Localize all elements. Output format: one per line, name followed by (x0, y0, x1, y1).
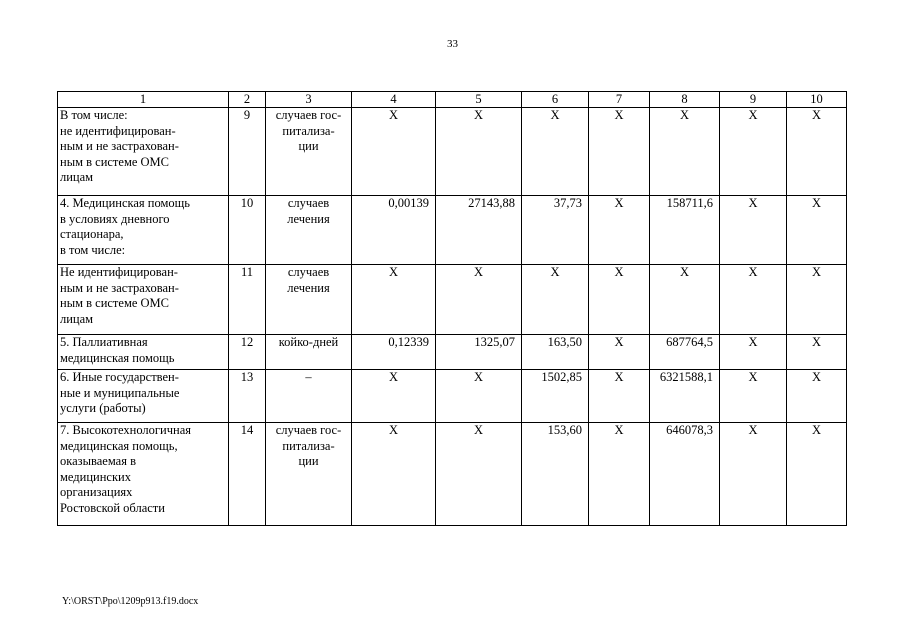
table-cell: Х (589, 370, 650, 423)
table-cell: Х (589, 196, 650, 265)
table-cell: 163,50 (522, 335, 589, 370)
table-cell: Х (589, 335, 650, 370)
table-cell: Х (650, 265, 720, 335)
table-cell: Х (352, 423, 436, 526)
table-cell: Х (522, 265, 589, 335)
table-cell: 5. Паллиативная медицинская помощь (58, 335, 229, 370)
table-cell: Х (436, 265, 522, 335)
column-header-7: 7 (589, 92, 650, 108)
file-path-footer: Y:\ORST\Ppo\1209p913.f19.docx (62, 596, 199, 607)
table-row (58, 196, 847, 265)
table-cell: Х (787, 335, 847, 370)
table-cell: Х (436, 423, 522, 526)
table-cell: 0,00139 (352, 196, 436, 265)
table-cell: случаев гос- питализа- ции (266, 423, 352, 526)
table-cell: 158711,6 (650, 196, 720, 265)
table-cell: 1325,07 (436, 335, 522, 370)
table-cell: Х (522, 108, 589, 196)
column-header-9: 9 (720, 92, 787, 108)
table-cell: Х (720, 335, 787, 370)
table-cell: 37,73 (522, 196, 589, 265)
table-cell: Х (589, 265, 650, 335)
table-cell: Х (650, 108, 720, 196)
table-cell: Х (787, 265, 847, 335)
table-cell: Х (436, 370, 522, 423)
table-cell: В том числе: не идентифицирован- ным и не застрахован- ным в системе ОМС лицам (58, 108, 229, 196)
table-cell: случаев лечения (266, 196, 352, 265)
table-row (58, 370, 847, 423)
column-header-6: 6 (522, 92, 589, 108)
table-cell: 9 (229, 108, 266, 196)
table-cell: 11 (229, 265, 266, 335)
table-cell: 27143,88 (436, 196, 522, 265)
table-cell: 14 (229, 423, 266, 526)
data-table (57, 91, 847, 526)
table-cell: Х (720, 196, 787, 265)
table-row (58, 265, 847, 335)
table-cell: Х (352, 265, 436, 335)
table-cell: Х (589, 108, 650, 196)
table-cell: 12 (229, 335, 266, 370)
table-cell: Х (787, 423, 847, 526)
table-cell: 153,60 (522, 423, 589, 526)
table-cell: 0,12339 (352, 335, 436, 370)
table-cell: Х (787, 370, 847, 423)
table-cell: Х (720, 423, 787, 526)
table-cell: 13 (229, 370, 266, 423)
table-cell: койко-дней (266, 335, 352, 370)
table-cell: случаев гос- питализа- ции (266, 108, 352, 196)
table-row (58, 335, 847, 370)
table-row (58, 108, 847, 196)
column-header-5: 5 (436, 92, 522, 108)
column-header-3: 3 (266, 92, 352, 108)
column-header-10: 10 (787, 92, 847, 108)
page-number: 33 (447, 38, 458, 50)
table-cell: – (266, 370, 352, 423)
table-cell: Х (787, 196, 847, 265)
table-cell: 6. Иные государствен- ные и муниципальные услуги (работы) (58, 370, 229, 423)
table-cell: 687764,5 (650, 335, 720, 370)
table-cell: 1502,85 (522, 370, 589, 423)
table-cell: Не идентифицирован- ным и не застрахован- ным в системе ОМС лицам (58, 265, 229, 335)
table-cell: 7. Высокотехнологичная медицинская помощь, оказываемая в медицинских организациях Ростовской области (58, 423, 229, 526)
column-header-2: 2 (229, 92, 266, 108)
column-header-8: 8 (650, 92, 720, 108)
table-cell: Х (352, 108, 436, 196)
table-cell: Х (436, 108, 522, 196)
table-cell: Х (720, 265, 787, 335)
table-row (58, 423, 847, 526)
table-cell: 6321588,1 (650, 370, 720, 423)
column-header-1: 1 (58, 92, 229, 108)
table-cell: Х (720, 108, 787, 196)
table-cell: Х (787, 108, 847, 196)
table-cell: Х (589, 423, 650, 526)
header-row (58, 92, 847, 108)
table-cell: Х (720, 370, 787, 423)
table-cell: 4. Медицинская помощь в условиях дневного стационара, в том числе: (58, 196, 229, 265)
table-cell: 646078,3 (650, 423, 720, 526)
table-cell: случаев лечения (266, 265, 352, 335)
table-cell: 10 (229, 196, 266, 265)
table-cell: Х (352, 370, 436, 423)
column-header-4: 4 (352, 92, 436, 108)
